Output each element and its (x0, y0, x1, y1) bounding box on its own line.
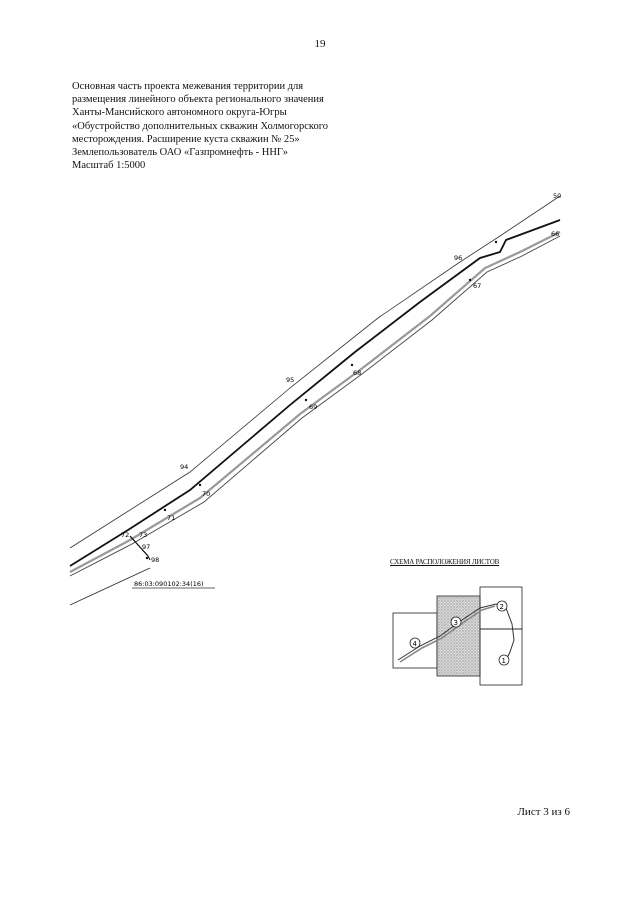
point-label: 73 (139, 531, 148, 539)
header-line: месторождения. Расширение куста скважин № 25» (72, 133, 300, 145)
scale-line: Масштаб 1:5000 (72, 160, 146, 172)
outer-boundary-line (70, 196, 560, 548)
point-label: 97 (142, 543, 151, 551)
point-marker (146, 557, 148, 559)
cadastral-number-label: 86:03:090102:34(16) (134, 580, 204, 588)
point-label: 66 (551, 230, 560, 238)
branch-line (148, 556, 150, 560)
point-marker (469, 279, 471, 281)
point-label: 67 (473, 282, 482, 290)
schema-title: СХЕМА РАСПОЛОЖЕНИЯ ЛИСТОВ (390, 558, 500, 566)
point-marker (305, 399, 307, 401)
point-label: 70 (202, 490, 211, 498)
point-label: 95 (286, 376, 295, 384)
header-line: «Обустройство дополнительных скважин Холмогорского (72, 120, 329, 132)
sheet-number: 1 (501, 657, 506, 665)
point-marker (495, 241, 497, 243)
point-label: 94 (180, 463, 189, 471)
page-number: 19 (314, 38, 326, 50)
header-line: Землепользователь ОАО «Газпромнефть - ННГ» (72, 147, 288, 159)
point-label: 68 (353, 369, 362, 377)
point-marker (199, 484, 201, 486)
point-label: 96 (454, 254, 463, 262)
header-line: Основная часть проекта межевания территории для (72, 81, 304, 92)
sheet-number: 4 (412, 640, 417, 648)
sheet-number: 3 (453, 619, 458, 627)
point-marker (351, 364, 353, 366)
point-marker (164, 509, 166, 511)
point-label: 50 (553, 192, 562, 200)
point-label: 98 (151, 556, 160, 564)
sheet-counter: Лист 3 из 6 (517, 806, 570, 818)
header-line: Ханты-Мансийского автономного округа-Югры (72, 107, 287, 119)
sheet-number: 2 (499, 603, 504, 611)
point-label: 72 (121, 531, 130, 539)
point-label: 71 (167, 514, 176, 522)
point-label: 69 (309, 403, 318, 411)
sheet-layout-schema (393, 587, 522, 685)
header-line: размещения линейного объекта регионального значения (72, 94, 324, 106)
